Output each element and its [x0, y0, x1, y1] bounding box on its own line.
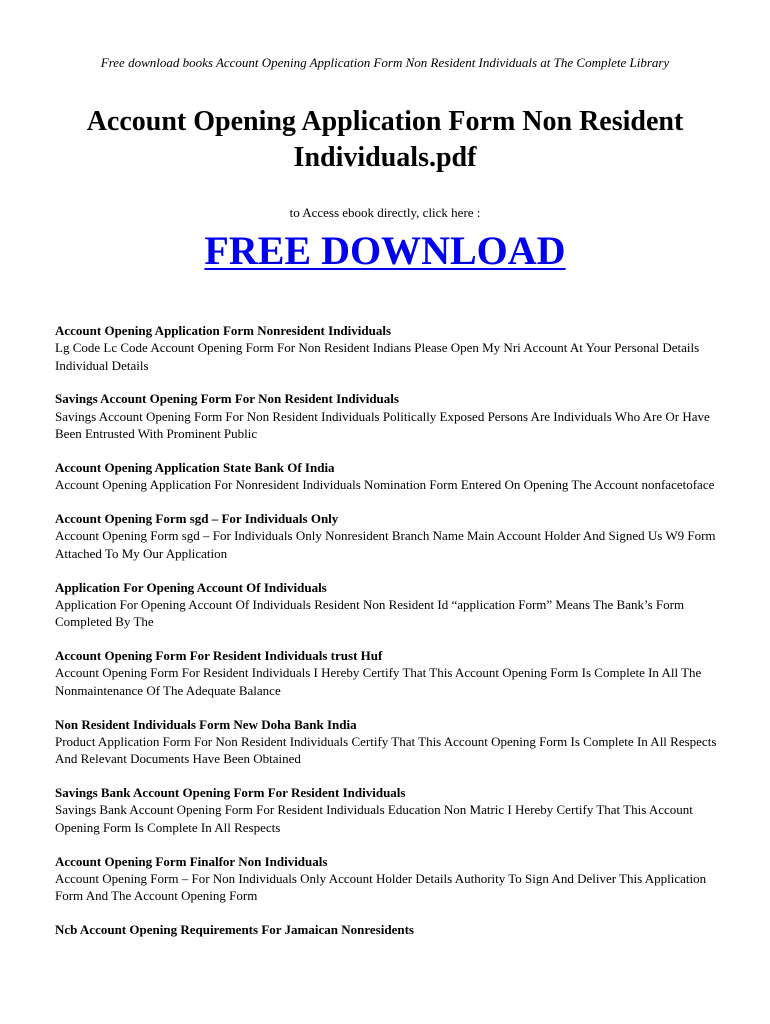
entry-title: Non Resident Individuals Form New Doha Bank India: [55, 716, 357, 732]
entry-list: [55, 322, 725, 955]
list-item: [55, 459, 725, 494]
entry-description: Account Opening Form sgd – For Individuals Only Nonresident Branch Name Main Account Holder And Signed Us W9 Form Attached To My Our Application: [55, 528, 716, 561]
list-item: [55, 322, 725, 374]
entry-title: Account Opening Application State Bank Of India: [55, 459, 335, 475]
entry-title: Savings Account Opening Form For Non Resident Individuals: [55, 391, 399, 407]
entry-title: Application For Opening Account Of Individuals: [55, 579, 327, 595]
list-item: [55, 921, 725, 938]
entry-description: Product Application Form For Non Resident Individuals Certify That This Account Opening Form Is Complete In All Respects And Relevant Documents Have Been Obtained: [55, 733, 717, 767]
free-download-link[interactable]: FREE DOWNLOAD: [204, 228, 566, 273]
entry-description: Lg Code Lc Code Account Opening Form For Non Resident Indians Please Open My Nri Account At Your Personal Details Individual Details: [55, 340, 700, 373]
document-title: Account Opening Application Form Non Resident Individuals.pdf: [86, 106, 684, 173]
list-item: [55, 647, 725, 699]
entry-description: Account Opening Form – For Non Individuals Only Account Holder Details Authority To Sign And Deliver This Application Form And The Account Opening Form: [55, 870, 707, 904]
list-item: [55, 784, 725, 836]
entry-title: Account Opening Application Form Nonresident Individuals: [55, 323, 392, 338]
entry-title: Ncb Account Opening Requirements For Jamaican Nonresidents: [55, 922, 414, 938]
entry-description: Account Opening Form For Resident Individuals I Hereby Certify That This Account Opening Form Is Complete In All The Nonmaintenance Of The Adequate Balance: [55, 665, 702, 698]
header-note: Free download books Account Opening Application Form Non Resident Individuals at The Complete Library: [100, 55, 670, 70]
entry-title: Account Opening Form sgd – For Individuals Only: [55, 511, 339, 527]
list-item: [55, 510, 725, 562]
entry-title: Savings Bank Account Opening Form For Resident Individuals: [55, 785, 406, 801]
entry-description: Savings Bank Account Opening Form For Resident Individuals Education Non Matric I Hereby Certify That This Account Opening Form Is Complete In All Respects: [55, 802, 693, 835]
entry-description: Application For Opening Account Of Individuals Resident Non Resident Id “application Form” Means The Bank’s Form Completed By The: [55, 596, 685, 630]
entry-description: Account Opening Application For Nonresident Individuals Nomination Form Entered On Opening The Account nonfacetoface: [55, 477, 715, 493]
list-item: [55, 390, 725, 442]
list-item: [55, 579, 725, 631]
access-instructions: to Access ebook directly, click here :: [289, 205, 481, 220]
list-item: [55, 853, 725, 905]
entry-title: Account Opening Form Finalfor Non Individuals: [55, 853, 328, 869]
entry-title: Account Opening Form For Resident Individuals trust Huf: [55, 648, 383, 664]
entry-description: Savings Account Opening Form For Non Resident Individuals Politically Exposed Persons Are Individuals Who Are Or Have Been Entrusted With Prominent Public: [55, 408, 710, 442]
list-item: [55, 716, 725, 768]
